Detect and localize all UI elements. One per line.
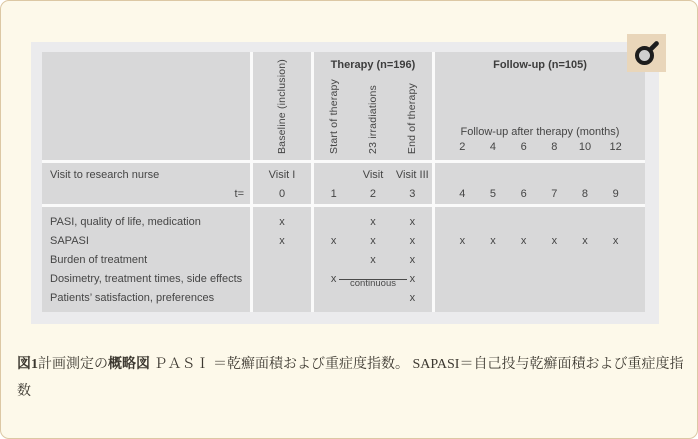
measure-label: SAPASI (50, 235, 89, 247)
mark-row (314, 232, 432, 251)
visit-baseline-cell (253, 163, 311, 204)
header-blank-cell (42, 52, 250, 160)
measure-label: Patients’ satisfaction, preferences (50, 292, 215, 304)
t-value: 2 (369, 188, 377, 200)
mark-row (435, 289, 645, 308)
x-mark (253, 289, 311, 308)
therapy-rotated-labels (314, 71, 432, 160)
t-value: 4 (459, 188, 466, 200)
t-value: 7 (551, 188, 558, 200)
followup-months-row (435, 141, 645, 160)
continuous-note: continuous (350, 278, 396, 289)
irradiations-rotated-label: 23 irradiations (366, 85, 379, 154)
x-mark: x (370, 254, 376, 266)
measure-label: PASI, quality of life, medication (50, 216, 201, 228)
measure-therapy-cell (314, 207, 432, 312)
figure-panel (31, 42, 659, 324)
t-value: 8 (581, 188, 589, 200)
mark-row-continuous (314, 270, 432, 289)
baseline-rotated-label: Baseline (inclusion) (276, 58, 288, 154)
measure-label: Burden of treatment (50, 254, 148, 266)
t-value: 0 (278, 188, 286, 200)
x-mark: x (520, 235, 527, 247)
x-mark: x (459, 235, 466, 247)
spacer (435, 71, 645, 126)
figure-caption (17, 351, 685, 405)
header-baseline-cell (253, 52, 311, 160)
x-mark: x (490, 235, 496, 247)
measure-labels-cell (42, 207, 250, 312)
followup-t-values (435, 185, 645, 204)
x-mark: x (370, 216, 376, 228)
caption-figure-number: 図1 (17, 357, 38, 372)
caption-definitions: ＰＡＳＩ ＝乾癬面積および重症度指数。 SAPASI＝自己投与乾癬面積および重症度指数 (17, 357, 684, 399)
therapy-visit-names (314, 166, 432, 185)
month-tick: 8 (551, 141, 558, 153)
x-mark: x (370, 235, 376, 247)
spacer (435, 166, 645, 185)
mark-row (314, 251, 432, 270)
x-mark: x (279, 216, 285, 228)
mark-row (435, 270, 645, 289)
mark-row (314, 213, 432, 232)
start-of-therapy-rotated-label: Start of therapy (327, 79, 340, 154)
x-mark: x (409, 254, 416, 266)
therapy-t-values (314, 185, 432, 204)
followup-title: Follow-up (n=105) (493, 59, 587, 71)
x-mark (253, 270, 311, 289)
zoom-button[interactable] (627, 34, 666, 72)
t-value: 1 (330, 188, 337, 200)
caption-bold-text: 概略図 (108, 357, 150, 372)
visit-number: Visit (362, 169, 384, 181)
visit-row-label-cell (42, 163, 250, 204)
t-value: 3 (409, 188, 416, 200)
t-value: 6 (520, 188, 527, 200)
measure-followup-cell (435, 207, 645, 312)
month-tick: 12 (609, 141, 622, 153)
month-tick: 10 (578, 141, 592, 153)
followup-subtitle: Follow-up after therapy (months) (460, 126, 620, 138)
mark-row (435, 213, 645, 232)
t-equals-label: t= (234, 188, 244, 200)
mark-row (435, 251, 645, 270)
x-mark: x (551, 235, 558, 247)
visit-number: Visit III (395, 169, 429, 181)
x-mark: x (330, 273, 337, 285)
measure-baseline-cell (253, 207, 311, 312)
therapy-title: Therapy (n=196) (330, 59, 416, 71)
mark-row (435, 232, 645, 251)
visit-row-label: Visit to research nurse (50, 169, 160, 181)
x-mark (253, 251, 311, 270)
visit-therapy-cell (314, 163, 432, 204)
x-mark: x (612, 235, 619, 247)
month-tick: 2 (459, 141, 466, 153)
x-mark: x (582, 235, 588, 247)
month-tick: 6 (520, 141, 527, 153)
t-value: 5 (489, 188, 497, 200)
x-mark: x (409, 273, 416, 285)
month-tick: 4 (489, 141, 497, 153)
study-design-table (42, 52, 645, 312)
mark-row (314, 289, 432, 308)
end-of-therapy-rotated-label: End of therapy (406, 82, 419, 154)
header-followup-cell (435, 52, 645, 160)
x-mark: x (409, 216, 416, 228)
header-therapy-cell (314, 52, 432, 160)
visit-number: Visit I (268, 169, 296, 181)
visit-followup-cell (435, 163, 645, 204)
x-mark: x (409, 292, 416, 304)
measure-label: Dosimetry, treatment times, side effects (50, 273, 243, 285)
t-value: 9 (612, 188, 619, 200)
x-mark: x (330, 235, 337, 247)
x-mark: x (279, 235, 285, 247)
magnifier-icon (632, 38, 662, 68)
x-mark: x (409, 235, 416, 247)
caption-text: 計画測定の (38, 357, 108, 372)
